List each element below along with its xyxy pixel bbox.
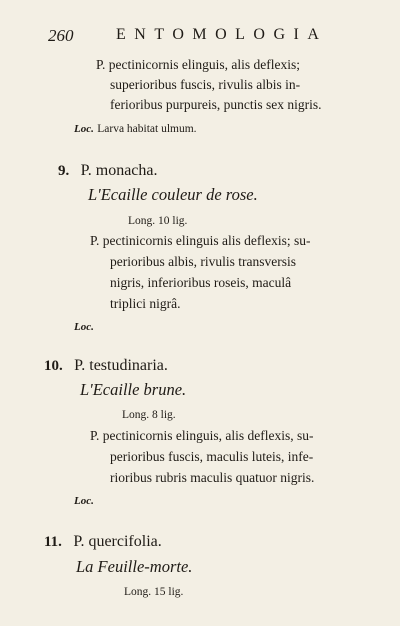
loc-label: Loc. — [74, 495, 94, 507]
description-line: perioribus fuscis, maculis luteis, infe- — [110, 449, 314, 464]
french-name: L'Ecaille couleur de rose. — [88, 185, 258, 204]
description-line: rioribus rubris maculis quatuor nigris. — [110, 470, 315, 485]
description-line: P. pectinicornis elinguis, alis deflexis; — [96, 57, 300, 72]
loc-label: Loc. — [74, 321, 94, 333]
page-header — [48, 26, 368, 46]
page-number: 260 — [48, 26, 74, 45]
french-name: L'Ecaille brune. — [80, 380, 187, 399]
length: Long. 10 lig. — [128, 215, 188, 227]
description-line: P. pectinicornis elinguis alis deflexis; su- — [90, 233, 311, 248]
description-line: superioribus fuscis, rivulis albis in- — [110, 77, 301, 92]
description-line: triplici nigrâ. — [110, 296, 181, 311]
species-name: P. monacha. — [80, 162, 158, 179]
species-name: P. testudinaria. — [74, 357, 168, 374]
description-line: nigris, inferioribus roseis, maculâ — [110, 275, 292, 290]
running-title: ENTOMOLOGIA — [116, 26, 328, 43]
loc-text: Larva habitat ulmum. — [97, 123, 197, 135]
species-name: P. quercifolia. — [73, 533, 162, 550]
entry-number: 10. — [44, 358, 63, 374]
description-line: P. pectinicornis elinguis, alis deflexis, su- — [90, 428, 314, 443]
entry-number: 11. — [44, 534, 62, 550]
entry-number: 9. — [58, 163, 70, 179]
length: Long. 15 lig. — [124, 586, 184, 598]
loc-label: Loc. — [74, 123, 94, 135]
description-line: ferioribus purpureis, punctis sex nigris. — [110, 97, 322, 112]
description-line: perioribus albis, rivulis transversis — [110, 254, 296, 269]
length: Long. 8 lig. — [122, 409, 176, 421]
french-name: La Feuille-morte. — [76, 557, 193, 576]
